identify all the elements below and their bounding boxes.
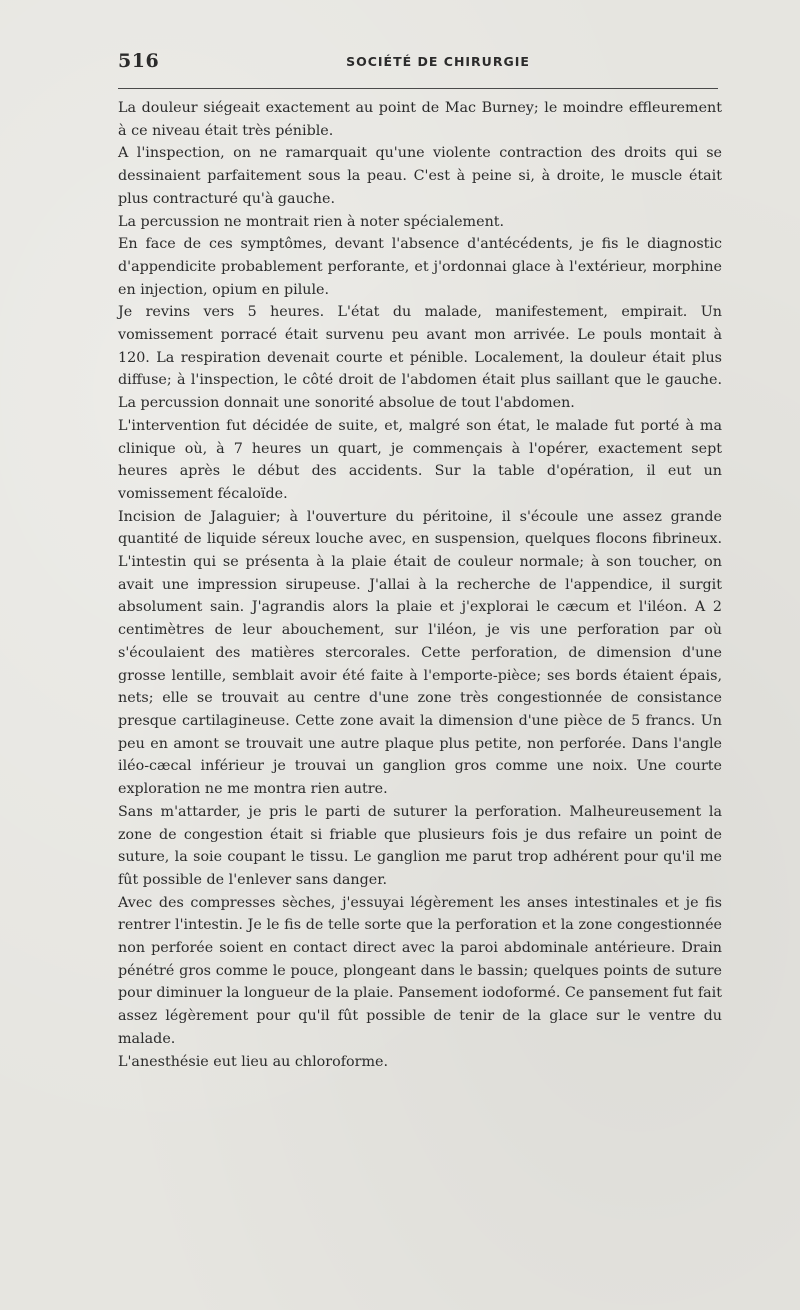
- paragraph: L'intervention fut décidée de suite, et, malgré son état, le malade fut porté à ma clinique où, à 7 heures un quart, je commençais à l'opérer, exactement sept heures après le début des accidents. Sur la table d'opération, il eut un vomissement fécaloïde.: [118, 417, 722, 502]
- paragraph: Sans m'attarder, je pris le parti de suturer la perforation. Malheureusement la zone de congestion était si friable que plusieurs fois je dus refaire un point de suture, la soie coupant le tissu. Le ganglion me parut trop adhérent pour qu'il me fût possible de l'enlever sans danger.: [118, 803, 722, 888]
- paragraph: Avec des compresses sèches, j'essuyai légèrement les anses intestinales et je fis rentrer l'intestin. Je le fis de telle sorte que la perforation et la zone congestionnée non perforée soient en contact direct avec la paroi abdominale antérieure. Drain pénétré gros comme le pouce, plongeant dans le bassin; quelques points de suture pour diminuer la longueur de la plaie. Pansement iodoformé. Ce pansement fut fait assez légèrement pour qu'il fût possible de tenir de la glace sur le ventre du malade.: [118, 894, 722, 1047]
- body-text: [118, 97, 722, 1073]
- page-number: 516: [118, 50, 160, 72]
- running-title: SOCIÉTÉ DE CHIRURGIE: [346, 54, 530, 69]
- paragraph: En face de ces symptômes, devant l'absence d'antécédents, je fis le diagnostic d'appendicite probablement perforante, et j'ordonnai glace à l'extérieur, morphine en injection, opium en pilule.: [118, 236, 722, 298]
- paragraph: Incision de Jalaguier; à l'ouverture du péritoine, il s'écoule une assez grande quantité de liquide séreux louche avec, en suspension, quelques flocons fibrineux. L'intestin qui se présenta à la plaie était de couleur normale; à son toucher, on avait une impression sirupeuse. J'allai à la recherche de l'appendice, il surgit absolument sain. J'agrandis alors la plaie et j'explorai le cæcum et l'iléon. A 2 centimètres de leur abouchement, sur l'iléon, je vis une perforation par où s'écoulaient des matières stercorales. Cette perforation, de dimension d'une grosse lentille, semblait avoir été faite à l'emporte-pièce; ses bords étaient épais, nets; elle se trouvait au centre d'une zone très congestionnée de consistance presque cartilagineuse. Cette zone avait la dimension d'une pièce de 5 francs. Un peu en amont se trouvait une autre plaque plus petite, non perforée. Dans l'angle iléo-cæcal inférieur je trouvai un ganglion gros comme une noix. Une courte exploration ne me montra rien autre.: [118, 508, 722, 798]
- paragraph: L'anesthésie eut lieu au chloroforme.: [118, 1053, 389, 1070]
- paragraph: La douleur siégeait exactement au point de Mac Burney; le moindre effleurement à ce niveau était très pénible.: [118, 100, 722, 139]
- paragraph: Je revins vers 5 heures. L'état du malade, manifestement, empirait. Un vomissement porracé était survenu peu avant mon arrivée. Le pouls montait à 120. La respiration devenait courte et pénible. Localement, la douleur était plus diffuse; à l'inspection, le côté droit de l'abdomen était plus saillant que le gauche. La percussion donnait une sonorité absolue de tout l'abdomen.: [118, 304, 722, 412]
- header-rule: [118, 88, 718, 89]
- paragraph: A l'inspection, on ne ramarquait qu'une violente contraction des droits qui se dessinaient parfaitement sous la peau. C'est à peine si, à droite, le muscle était plus contracturé qu'à gauche.: [118, 145, 722, 207]
- paragraph: La percussion ne montrait rien à noter spécialement.: [118, 213, 505, 230]
- page-header: [118, 50, 718, 76]
